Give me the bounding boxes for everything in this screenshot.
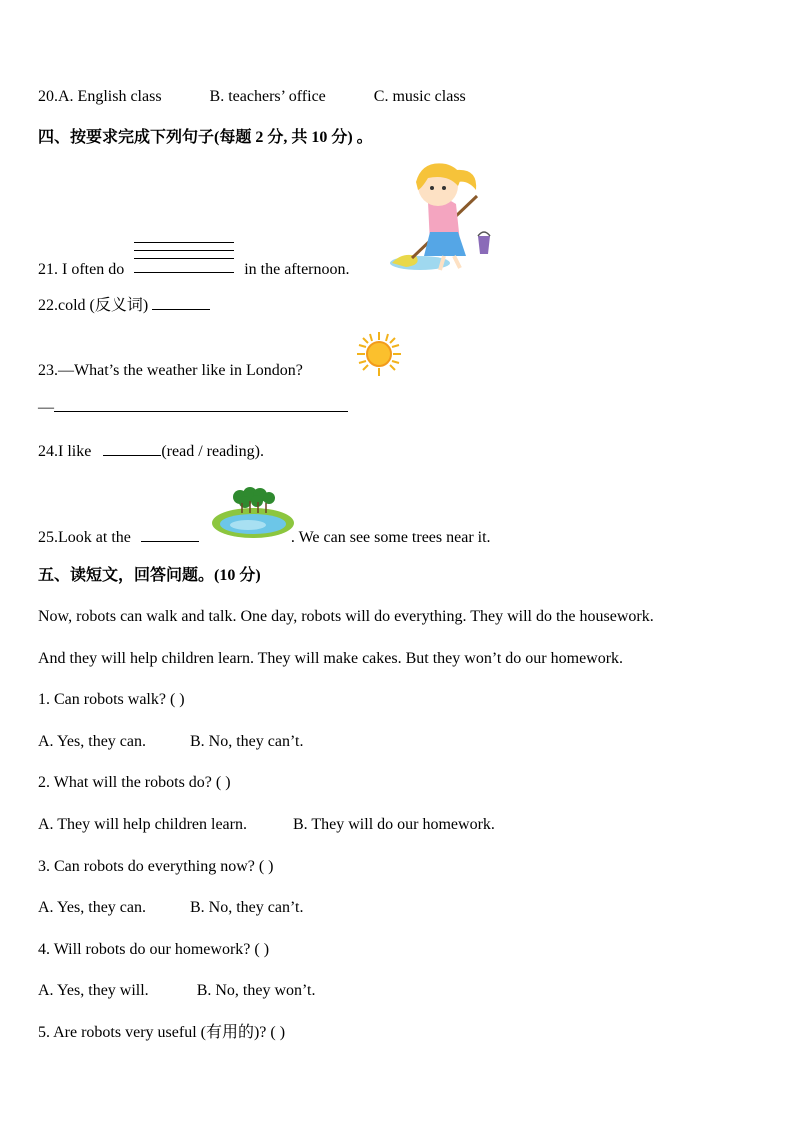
question-25 (38, 527, 491, 548)
q23-dash: — (38, 399, 54, 416)
r2-option-a: A. They will help children learn. (38, 816, 247, 833)
passage-line-1: Now, robots can walk and talk. One day, robots will do everything. They will do the housework. (38, 608, 654, 625)
q21-after: in the afternoon. (244, 261, 350, 278)
r3-option-b: B. No, they can’t. (190, 899, 304, 916)
sun-image (356, 331, 402, 377)
question-21 (38, 260, 350, 280)
r4-option-a: A. Yes, they will. (38, 982, 149, 999)
q20-option-b: B. teachers’ office (209, 88, 326, 105)
q24-after: (read / reading). (161, 443, 264, 460)
reading-question-1: 1. Can robots walk? ( ) (38, 691, 185, 708)
q25-after: . We can see some trees near it. (290, 529, 491, 546)
q21-before: 21. I often do (38, 261, 125, 278)
r1-option-b: B. No, they can’t. (190, 733, 304, 750)
question-22 (38, 295, 210, 316)
question-23-answer (38, 397, 348, 418)
q23-blank (54, 397, 348, 412)
r2-option-b: B. They will do our homework. (292, 816, 495, 833)
reading-options-1 (38, 732, 303, 752)
r3-option-a: A. Yes, they can. (38, 899, 146, 916)
q25-blank (141, 527, 199, 542)
r4-option-b: B. No, they won’t. (196, 982, 316, 999)
section-4-title: 四、按要求完成下列句子(每题 2 分, 共 10 分) 。 (38, 129, 373, 146)
q25-before: 25.Look at the (38, 529, 131, 546)
passage-line-2: And they will help children learn. They will make cakes. But they won’t do our homework. (38, 650, 624, 667)
q24-before: 24.I like (38, 443, 92, 460)
q22-blank (152, 295, 210, 310)
reading-options-2 (38, 815, 495, 835)
reading-options-4 (38, 981, 316, 1001)
q22-text: 22.cold (反义词) (38, 297, 149, 314)
q20-option-a: 20. (38, 88, 58, 105)
question-20 (38, 87, 466, 107)
r1-option-a: A. Yes, they can. (38, 733, 146, 750)
question-23: 23.—What’s the weather like in London? (38, 362, 303, 379)
reading-question-2: 2. What will the robots do? ( ) (38, 774, 231, 791)
reading-question-3: 3. Can robots do everything now? ( ) (38, 858, 274, 875)
reading-options-3 (38, 898, 303, 918)
q24-blank (103, 441, 161, 456)
q20-option-a-text: A. English class (58, 88, 162, 105)
question-24 (38, 441, 264, 462)
reading-question-5: 5. Are robots very useful (有用的)? ( ) (38, 1024, 286, 1041)
section-5-title: 五、读短文，回答问题。(10 分) (38, 567, 261, 584)
q21-answer-lines (134, 260, 234, 274)
reading-question-4: 4. Will robots do our homework? ( ) (38, 941, 270, 958)
q20-option-c: C. music class (373, 88, 466, 105)
girl-mopping-image (382, 160, 492, 275)
